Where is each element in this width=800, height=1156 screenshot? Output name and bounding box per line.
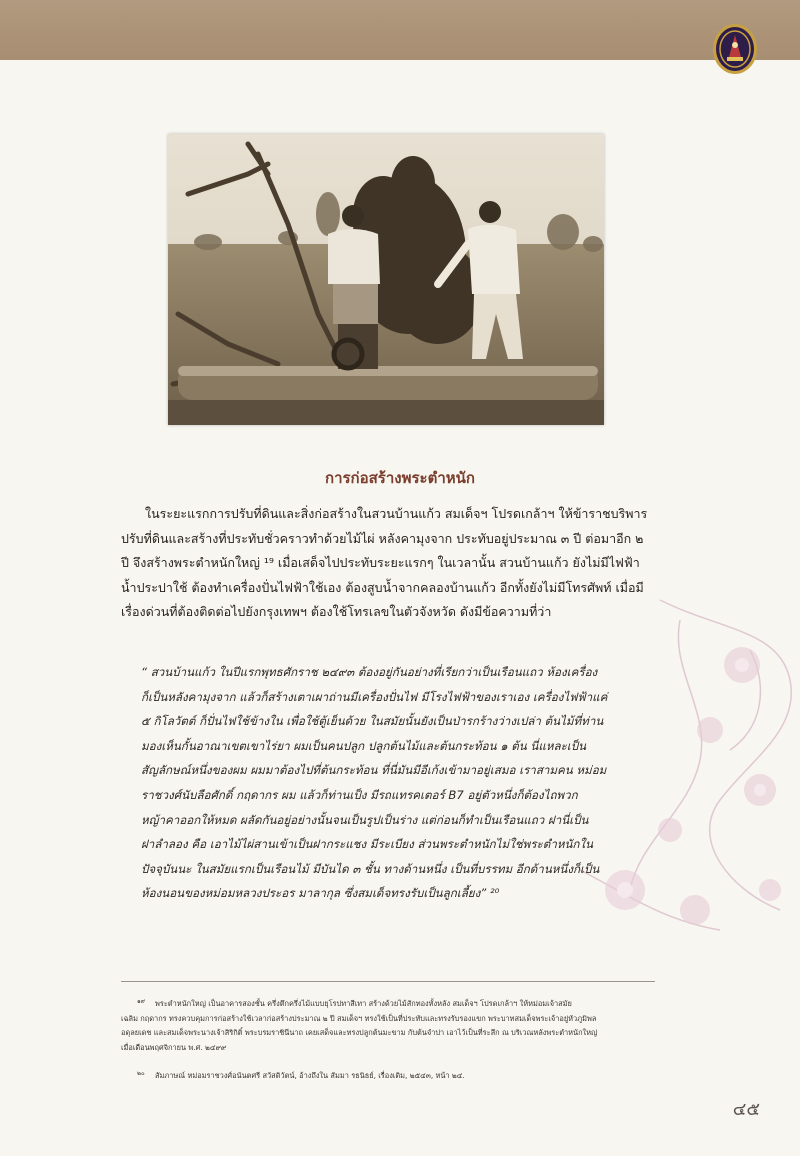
quote-line: ราชวงศ์นับลือศักดิ์ กฤดากร ผม แล้วก็ท่านเป็ง มีรถแทรคเตอร์ B7 อยู่ตัวหนึ่งก็ต้องไถพวก — [141, 787, 578, 802]
historical-photo — [168, 134, 604, 425]
footnote-marker: ๑๙ — [137, 998, 146, 1005]
footnote-marker: ๒๐ — [137, 1070, 145, 1077]
footnote-line: พระตำหนักใหญ่ เป็นอาคารสองชั้น ครึ่งตึกครึ่งไม้แบบยุโรปทาสีเทา สร้างด้วยไม้สักทองทั้งหลัง สมเด็จฯ โปรดเกล้าฯ ให้หม่อมเจ้าสมัย — [155, 999, 572, 1008]
quote-line: ห้องนอนของหม่อมหลวงประอร มาลากุล ซึ่งสมเด็จทรงรับเป็นลูกเลี้ยง” ²⁰ — [141, 886, 500, 901]
university-logo — [713, 24, 757, 74]
footnote-19 — [121, 997, 661, 1055]
body-line: เรื่องด่วนที่ต้องติดต่อไปยังกรุงเทพฯ ต้องใช้โทรเลขในตัวจังหวัด ดังมีข้อความที่ว่า — [121, 604, 552, 619]
top-band — [0, 0, 800, 60]
page-number: ๔๕ — [732, 1099, 760, 1120]
body-line: ปี จึงสร้างพระตำหนักใหญ่ ¹⁹ เมื่อเสด็จไปประทับระยะแรกๆ ในเวลานั้น สวนบ้านแก้ว ยังไม่มีไฟฟ้า — [121, 555, 640, 570]
quote-line: ก็เป็นหลังคามุงจาก แล้วก็สร้างเตาเผาถ่านมีเครื่องปั่นไฟ มีโรงไฟฟ้าของเราเอง เครื่องไฟฟ้าแค่ — [141, 689, 608, 704]
body-line: ในระยะแรกการปรับที่ดินและสิ่งก่อสร้างในสวนบ้านแก้ว สมเด็จฯ โปรดเกล้าฯ ให้ข้าราชบริพาร — [145, 506, 648, 521]
footnote-line: เมื่อเดือนพฤศจิกายน พ.ศ. ๒๔๙๙ — [121, 1042, 227, 1052]
quote-line: ปัจจุบันนะ ในสมัยแรกเป็นเรือนไม้ มีบันได ๓ ชั้น ทางด้านหนึ่ง เป็นที่บรรทม อีกด้านหนึ่งก็เป็น — [141, 861, 600, 876]
footnote-20 — [121, 1069, 661, 1084]
quote-line: ฝาลำลอง คือ เอาไม้ไผ่สานเข้าเป็นฝากระแชง มีระเบียง ส่วนพระตำหนักไม่ใช่พระตำหนักใน — [141, 837, 593, 852]
body-line: น้ำประปาใช้ ต้องทำเครื่องปั่นไฟฟ้าใช้เอง ต้องสูบน้ำจากคลองบ้านแก้ว อีกทั้งยังไม่มีโทรศัพท์ เมื่อมี — [121, 579, 644, 595]
quote-line: หญ้าคาออกให้หมด ผลัดกันอยู่อย่างนั้นจนเป็นรูปเป็นร่าง แต่ก่อนก็ทำเป็นเรือนแถว ฝานี่เป็น — [141, 812, 589, 827]
quote-line: สัญลักษณ์หนึ่งของผม ผมมาต้องไปที่ต้นกระท้อน ที่นี่มันมีอีเก้งเข้ามาอยู่เสมอ เราสามคน หม่อม — [141, 763, 607, 778]
body-line: ปรับที่ดินและสร้างที่ประทับชั่วคราวทำด้วยไม้ไผ่ หลังคามุงจาก ประทับอยู่ประมาณ ๓ ปี ต่อมาอีก ๒ — [121, 530, 644, 546]
footnote-line: อดุลยเดช และสมเด็จพระนางเจ้าสิริกิติ์ พระบรมราชินีนาถ เคยเสด็จและทรงปลูกต้นมะขาม กับต้นจำปา เอาไว้เป็นที่ระลึก ณ บริเวณหลังพระตำหนักใหญ่ — [121, 1028, 598, 1038]
quote-line: ๕ กิโลวัตต์ ก็ปั่นไฟใช้ข้างใน เพื่อใช้ตู้เย็นด้วย ในสมัยนั้นยังเป็นป่ารกร้างว่างเปล่า ต้นไม้ที่ท่าน — [141, 714, 604, 729]
section-heading: การก่อสร้างพระตำหนัก — [325, 469, 475, 487]
body-paragraph — [121, 502, 659, 625]
quote-line: มองเห็นกั้นอาณาเขตเขาไร่ยา ผมเป็นคนปลูก ปลูกต้นไม้และต้นกระท้อน ๑ ต้น นี่แหละเป็น — [141, 738, 587, 753]
footnote-divider — [121, 981, 655, 982]
footnote-line: เฉลิม กฤดากร ทรงควบคุมการก่อสร้างใช้เวลาก่อสร้างประมาณ ๒ ปี สมเด็จฯ ทรงใช้เป็นที่ประทับและทรงรับรองแขก พระบาทสมเด็จพระเจ้าอยู่หัวภูมิพล — [121, 1013, 597, 1023]
quote-line: “ สวนบ้านแก้ว ในปีแรกพุทธศักราช ๒๔๙๓ ต้องอยู่กันอย่างที่เรียกว่าเป็นเรือนแถว ห้องเครื่อง — [141, 665, 598, 679]
interview-quote — [141, 660, 661, 906]
footnote-line: สัมภาษณ์ หม่อมราชวงศ์อนันตศรี สวัสดิวัตน์, อ้างถึงใน สัมมา รธนิธย์, เรื่องเดิม, ๒๕๔๓, หน้า ๒๔. — [155, 1071, 465, 1080]
